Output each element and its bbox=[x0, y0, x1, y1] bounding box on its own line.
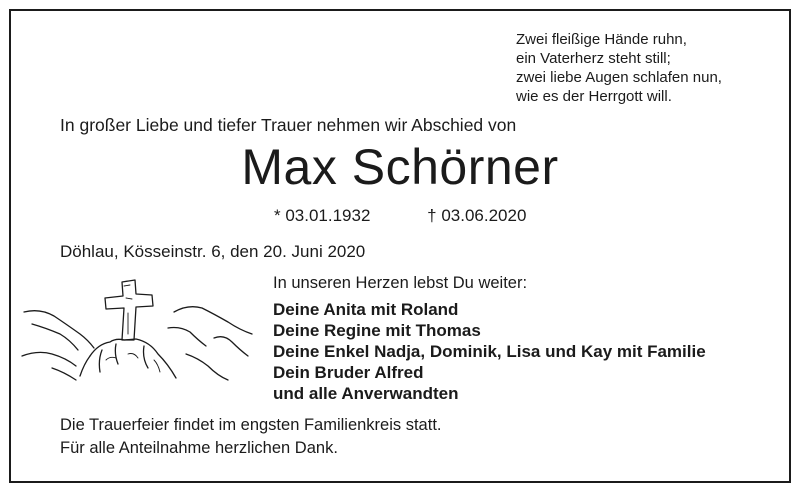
death-date: † 03.06.2020 bbox=[427, 206, 527, 225]
life-dates bbox=[274, 206, 526, 226]
poem-line: wie es der Herrgott will. bbox=[516, 88, 672, 105]
mourners-intro: In unseren Herzen lebst Du weiter: bbox=[273, 274, 528, 292]
funeral-note: Die Trauerfeier findet im engsten Familienkreis statt. bbox=[60, 416, 442, 434]
poem-line: ein Vaterherz steht still; bbox=[516, 50, 671, 67]
poem-line: zwei liebe Augen schlafen nun, bbox=[516, 69, 722, 86]
mourner-line: Deine Regine mit Thomas bbox=[273, 321, 481, 340]
thanks-note: Für alle Anteilnahme herzlichen Dank. bbox=[60, 439, 338, 457]
mourners-list bbox=[273, 299, 706, 404]
closing-notes bbox=[60, 414, 442, 460]
poem bbox=[516, 30, 722, 106]
place-and-date: Döhlau, Kösseinstr. 6, den 20. Juni 2020 bbox=[60, 242, 366, 261]
mourner-line: und alle Anverwandten bbox=[273, 384, 459, 403]
summit-cross-icon bbox=[18, 268, 258, 398]
mourner-line: Deine Anita mit Roland bbox=[273, 300, 459, 319]
mourner-line: Deine Enkel Nadja, Dominik, Lisa und Kay mit Familie bbox=[273, 342, 706, 361]
deceased-name: Max Schörner bbox=[241, 139, 559, 195]
mourner-line: Dein Bruder Alfred bbox=[273, 363, 424, 382]
birth-date: * 03.01.1932 bbox=[274, 206, 371, 225]
farewell-intro: In großer Liebe und tiefer Trauer nehmen wir Abschied von bbox=[60, 115, 517, 135]
poem-line: Zwei fleißige Hände ruhn, bbox=[516, 31, 687, 48]
